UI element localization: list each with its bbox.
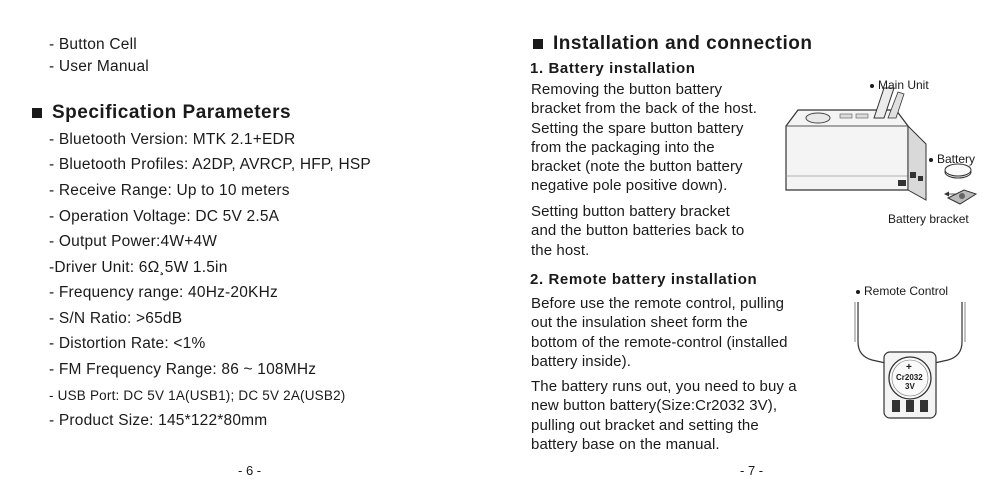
remote-battery-para2 (531, 377, 797, 454)
main-unit-label (870, 78, 929, 92)
text-line: out the insulation sheet form the (531, 314, 748, 332)
spec-item: - Output Power:4W+4W (49, 233, 218, 250)
text-line: Removing the button battery (531, 81, 723, 98)
remote-control-label (856, 284, 948, 298)
spec-item: - Bluetooth Profiles: A2DP, AVRCP, HFP, HSP (49, 156, 371, 173)
text-line: bracket (note the button battery (531, 158, 743, 176)
text-line: and the button batteries back to (531, 222, 745, 240)
spec-item: - Product Size: 145*122*80mm (49, 412, 268, 429)
text-line: bottom of the remote-control (installed (531, 333, 788, 351)
remote-control-label-text: Remote Control (864, 284, 949, 298)
text-line: The battery runs out, you need to buy a (531, 378, 797, 395)
spec-item: - Receive Range: Up to 10 meters (49, 182, 290, 199)
text-line: bracket from the back of the host. (531, 100, 758, 118)
installation-heading (533, 33, 812, 55)
spec-item: - Distortion Rate: <1% (49, 335, 206, 352)
battery-bracket-label: Battery bracket (888, 212, 969, 226)
square-bullet-icon (32, 108, 42, 118)
spec-item: - Frequency range: 40Hz-20KHz (49, 284, 278, 301)
main-unit-figure (778, 72, 993, 232)
page-number: - 6 - (238, 463, 262, 478)
remote-control-illustration (850, 282, 970, 427)
spec-item: - S/N Ratio: >65dB (49, 310, 183, 327)
spec-heading (32, 102, 291, 124)
intro-item: - User Manual (49, 58, 149, 75)
text-line: the host. (531, 241, 590, 259)
right-page (500, 0, 1000, 499)
battery-label (929, 152, 975, 166)
spec-item: - Bluetooth Version: MTK 2.1+EDR (49, 131, 296, 148)
battery-installation-para2 (531, 202, 744, 260)
spec-heading-text: Specification Parameters (52, 102, 292, 123)
battery-model-label: Cr2032 (896, 373, 923, 382)
text-line: negative pole positive down). (531, 177, 728, 195)
label-dot-icon (856, 290, 860, 294)
text-line: battery base on the manual. (531, 435, 720, 453)
battery-installation-para1 (531, 80, 757, 196)
spec-item: - USB Port: DC 5V 1A(USB1); DC 5V 2A(USB2) (49, 388, 346, 403)
text-line: Setting button battery bracket (531, 203, 730, 220)
page-number: - 7 - (740, 463, 764, 478)
intro-item: - Button Cell (49, 36, 137, 53)
text-line: from the packaging into the (531, 138, 715, 156)
label-dot-icon (929, 158, 933, 162)
text-line: pulling out bracket and setting the (531, 416, 759, 434)
installation-heading-text: Installation and connection (553, 33, 813, 54)
battery-voltage-label: 3V (905, 382, 915, 391)
text-line: new button battery(Size:Cr2032 3V), (531, 397, 778, 415)
battery-label-text: Battery (937, 152, 976, 166)
text-line: Setting the spare button battery (531, 119, 744, 137)
text-line: battery inside). (531, 352, 631, 370)
text-line: Before use the remote control, pulling (531, 295, 785, 312)
square-bullet-icon (533, 39, 543, 49)
remote-battery-title: 2. Remote battery installation (530, 271, 758, 288)
spec-item: - FM Frequency Range: 86 ~ 108MHz (49, 361, 317, 378)
battery-plus-sign: + (906, 362, 912, 373)
battery-installation-title: 1. Battery installation (530, 60, 696, 77)
remote-control-figure (850, 282, 970, 427)
remote-battery-para1 (531, 294, 788, 371)
main-unit-label-text: Main Unit (878, 78, 929, 92)
spec-item: - Operation Voltage: DC 5V 2.5A (49, 208, 280, 225)
spec-item: -Driver Unit: 6Ω¸5W 1.5in (49, 259, 228, 276)
label-dot-icon (870, 84, 874, 88)
